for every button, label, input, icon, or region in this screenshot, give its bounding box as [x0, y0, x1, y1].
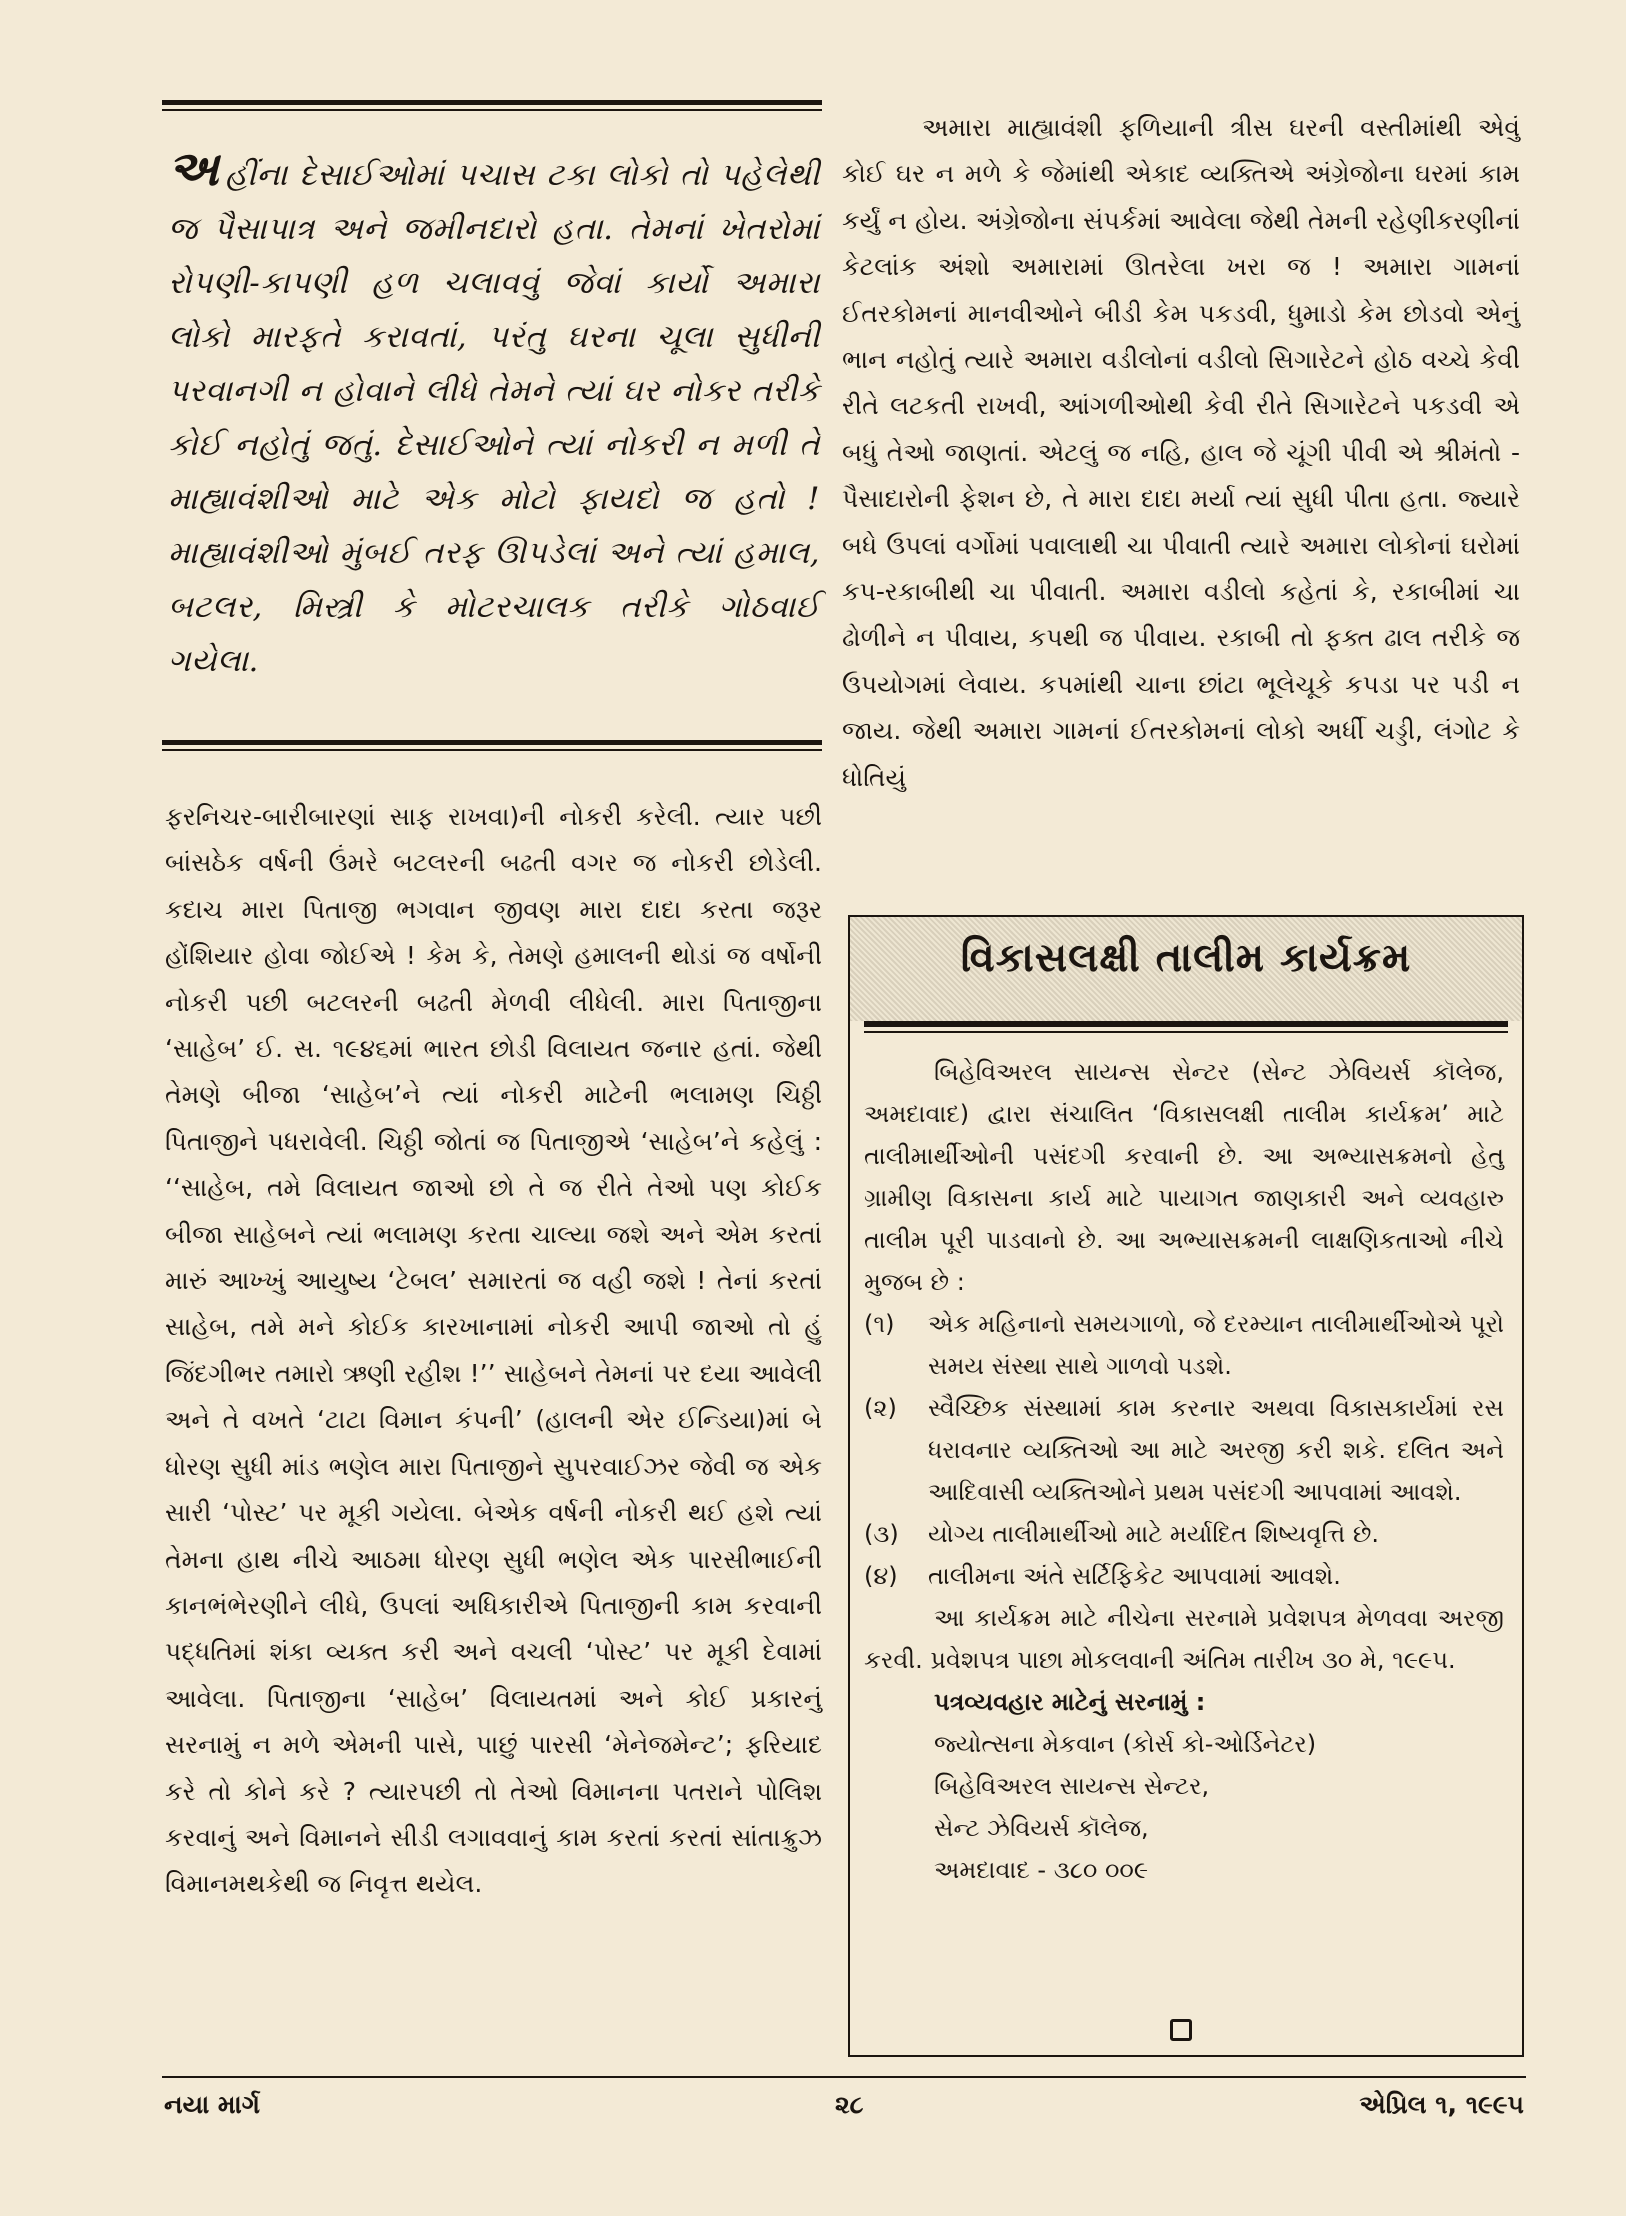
notice-item-text: એક મહિનાનો સમયગાળો, જે દરમ્યાન તાલીમાર્થીઓએ પૂરો સમય સંસ્થા સાથે ગાળવો પડશે.	[928, 1310, 1504, 1380]
notice-address-line: બિહેવિઅરલ સાયન્સ સેન્ટર,	[934, 1772, 1210, 1800]
footer-date: એપ્રિલ ૧, ૧૯૯૫	[1359, 2090, 1524, 2119]
notice-item-number: (૩)	[864, 1520, 899, 1548]
notice-address-label: પત્રવ્યવહાર માટેનું સરનામું :	[934, 1688, 1206, 1716]
right-column	[842, 105, 1520, 801]
notice-item-text: યોગ્ય તાલીમાર્થીઓ માટે મર્યાદિત શિષ્યવૃત્તિ છે.	[928, 1520, 1380, 1548]
footer-page-number: ૨૮	[835, 2090, 864, 2119]
notice-item-text: સ્વૈચ્છિક સંસ્થામાં કામ કરનાર અથવા વિકાસકાર્યમાં રસ ધરાવનાર વ્યક્તિઓ આ માટે અરજી કરી શકે. દલિત અને આદિવાસી વ્યક્તિઓને પ્રથમ પસંદગી આપવામાં આવશે.	[928, 1394, 1504, 1506]
notice-address-line: જ્યોત્સના મેકવાન (કોર્સ કો-ઓર્ડિનેટર)	[934, 1730, 1317, 1758]
notice-intro: બિહેવિઅરલ સાયન્સ સેન્ટર (સેન્ટ ઝેવિયર્સ કૉલેજ, અમદાવાદ) દ્વારા સંચાલિત ‘વિકાસલક્ષી તાલીમ કાર્યક્રમ’ માટે તાલીમાર્થીઓની પસંદગી કરવાની છે. આ અભ્યાસક્રમનો હેતુ ગ્રામીણ વિકાસના કાર્ય માટે પાયાગત જાણકારી અને વ્યવહારુ તાલીમ પૂરી પાડવાનો છે. આ અભ્યાસક્રમની લાક્ષણિકતાઓ નીચે મુજબ છે :	[864, 1058, 1504, 1296]
notice-address-line: સેન્ટ ઝેવિયર્સ કૉલેજ,	[934, 1814, 1149, 1842]
pullquote-bottom-rule	[162, 740, 822, 751]
notice-item	[864, 1387, 1504, 1513]
notice-address-line: અમદાવાદ - ૩૮૦ ૦૦૯	[934, 1856, 1149, 1884]
left-column	[165, 794, 822, 1908]
training-notice-box	[848, 915, 1524, 2057]
footer-magazine-name: નયા માર્ગ	[164, 2090, 260, 2119]
end-of-article-square-icon	[1170, 2019, 1192, 2041]
notice-item-number: (૪)	[864, 1562, 898, 1590]
notice-closing: આ કાર્યક્રમ માટે નીચેના સરનામે પ્રવેશપત્ર મેળવવા અરજી કરવી. પ્રવેશપત્ર પાછા મોકલવાની અંતિમ તારીખ ૩૦ મે, ૧૯૯૫.	[864, 1604, 1504, 1674]
notice-item-text: તાલીમના અંતે સર્ટિફિકેટ આપવામાં આવશે.	[928, 1562, 1341, 1590]
notice-body	[864, 1051, 1504, 1891]
notice-item	[864, 1513, 1504, 1555]
right-column-text: અમારા માહ્યાવંશી ફળિયાની ત્રીસ ઘરની વસ્તીમાંથી એવું કોઈ ઘર ન મળે કે જેમાંથી એકાદ વ્યક્તિએ અંગ્રેજોના ઘરમાં કામ કર્યું ન હોય. અંગ્રેજોના સંપર્કમાં આવેલા જેથી તેમની રહેણીકરણીનાં કેટલાંક અંશો અમારામાં ઊતરેલા ખરા જ ! અમારા ગામનાં ઈતરકોમનાં માનવીઓને બીડી કેમ પકડવી, ધુમાડો કેમ છોડવો એનું ભાન નહોતું ત્યારે અમારા વડીલોનાં વડીલો સિગારેટને હોઠ વચ્ચે કેવી રીતે લટકતી રાખવી, આંગળીઓથી કેવી રીતે સિગારેટને પકડવી એ બધું તેઓ જાણતાં. એટલું જ નહિ, હાલ જે ચૂંગી પીવી એ શ્રીમંતો - પૈસાદારોની ફેશન છે, તે મારા દાદા મર્યા ત્યાં સુધી પીતા હતા. જ્યારે બધે ઉપલાં વર્ગોમાં પવાલાથી ચા પીવાતી ત્યારે અમારા લોકોનાં ઘરોમાં કપ-રકાબીથી ચા પીવાતી. અમારા વડીલો કહેતાં કે, રકાબીમાં ચા ઢોળીને ન પીવાય, કપથી જ પીવાય. રકાબી તો ફક્ત ઢાલ તરીકે જ ઉપયોગમાં લેવાય. કપમાંથી ચાના છાંટા ભૂલેચૂકે કપડા પર પડી ન જાય. જેથી અમારા ગામનાં ઈતરકોમનાં લોકો અર્ધી ચડ્ડી, લંગોટ કે ધોતિયું	[842, 113, 1520, 792]
notice-title-rule	[864, 1021, 1508, 1033]
left-column-text: ફરનિચર-બારીબારણાં સાફ રાખવા)ની નોકરી કરેલી. ત્યાર પછી બાંસઠેક વર્ષની ઉંમરે બટલરની બઢતી વગર જ નોકરી છોડેલી. કદાચ મારા પિતાજી ભગવાન જીવણ મારા દાદા કરતા જરૂર હોંશિયાર હોવા જોઈએ ! કેમ કે, તેમણે હમાલની થોડાં જ વર્ષોની નોકરી પછી બટલરની બઢતી મેળવી લીધેલી. મારા પિતાજીના ‘સાહેબ’ ઈ. સ. ૧૯૪૬માં ભારત છોડી વિલાયત જનાર હતાં. જેથી તેમણે બીજા ‘સાહેબ’ને ત્યાં નોકરી માટેની ભલામણ ચિઠ્ઠી પિતાજીને પધરાવેલી. ચિઠ્ઠી જોતાં જ પિતાજીએ ‘સાહેબ’ને કહેલું : ‘‘સાહેબ, તમે વિલાયત જાઓ છો તે જ રીતે તેઓ પણ કોઈક બીજા સાહેબને ત્યાં ભલામણ કરતા ચાલ્યા જશે અને એમ કરતાં મારું આખ્ખું આયુષ્ય ‘ટેબલ’ સમારતાં જ વહી જશે ! તેનાં કરતાં સાહેબ, તમે મને કોઈક કારખાનામાં નોકરી આપી જાઓ તો હું જિંદગીભર તમારો ઋણી રહીશ !’’ સાહેબને તેમનાં પર દયા આવેલી અને તે વખતે ‘ટાટા વિમાન કંપની’ (હાલની એર ઈન્ડિયા)માં બે ધોરણ સુધી માંડ ભણેલ મારા પિતાજીને સુપરવાઈઝર જેવી જ એક સારી ‘પોસ્ટ’ પર મૂકી ગયેલા. બેએક વર્ષની નોકરી થઈ હશે ત્યાં તેમના હાથ નીચે આઠમા ધોરણ સુધી ભણેલ એક પારસીભાઈની કાનભંભેરણીને લીધે, ઉપલાં અધિકારીએ પિતાજીની કામ કરવાની પદ્ધતિમાં શંકા વ્યક્ત કરી અને વચલી ‘પોસ્ટ’ પર મૂકી દેવામાં આવેલા. પિતાજીના ‘સાહેબ’ વિલાયતમાં અને કોઈ પ્રકારનું સરનામું ન મળે એમની પાસે, પાછું પારસી ‘મેનેજમેન્ટ’; ફરિયાદ કરે તો કોને કરે ? ત્યારપછી તો તેઓ વિમાનના પતરાને પોલિશ કરવાનું અને વિમાનને સીડી લગાવવાનું કામ કરતાં કરતાં સાંતાક્રુઝ વિમાનમથકેથી જ નિવૃત્ત થયેલ.	[165, 802, 822, 1899]
pullquote-dropcap: અ	[168, 141, 220, 197]
notice-address	[934, 1681, 1504, 1891]
notice-item	[864, 1303, 1504, 1387]
pullquote-text: હીંના દેસાઈઓમાં પચાસ ટકા લોકો તો પહેલેથી જ પૈસાપાત્ર અને જમીનદારો હતા. તેમનાં ખેતરોમાં રોપણી-કાપણી હળ ચલાવવું જેવાં કાર્યો અમારા લોકો મારફતે કરાવતાં, પરંતુ ઘરના ચૂલા સુધીની પરવાનગી ન હોવાને લીધે તેમને ત્યાં ઘર નોકર તરીકે કોઈ નહોતું જતું. દેસાઈઓને ત્યાં નોકરી ન મળી તે માહ્યાવંશીઓ માટે એક મોટો ફાયદો જ હતો ! માહ્યાવંશીઓ મુંબઈ તરફ ઊપડેલાં અને ત્યાં હમાલ, બટલર, મિસ્ત્રી કે મોટરચાલક તરીકે ગોઠવાઈ ગયેલા.	[168, 157, 820, 679]
notice-item-number: (૨)	[864, 1394, 897, 1422]
notice-item-number: (૧)	[864, 1310, 895, 1338]
footer-rule	[162, 2076, 1526, 2078]
notice-item	[864, 1555, 1504, 1597]
pullquote-top-rule	[162, 100, 822, 111]
pullquote	[168, 142, 820, 688]
notice-title: વિકાસલક્ષી તાલીમ કાર્યક્રમ	[960, 935, 1412, 981]
